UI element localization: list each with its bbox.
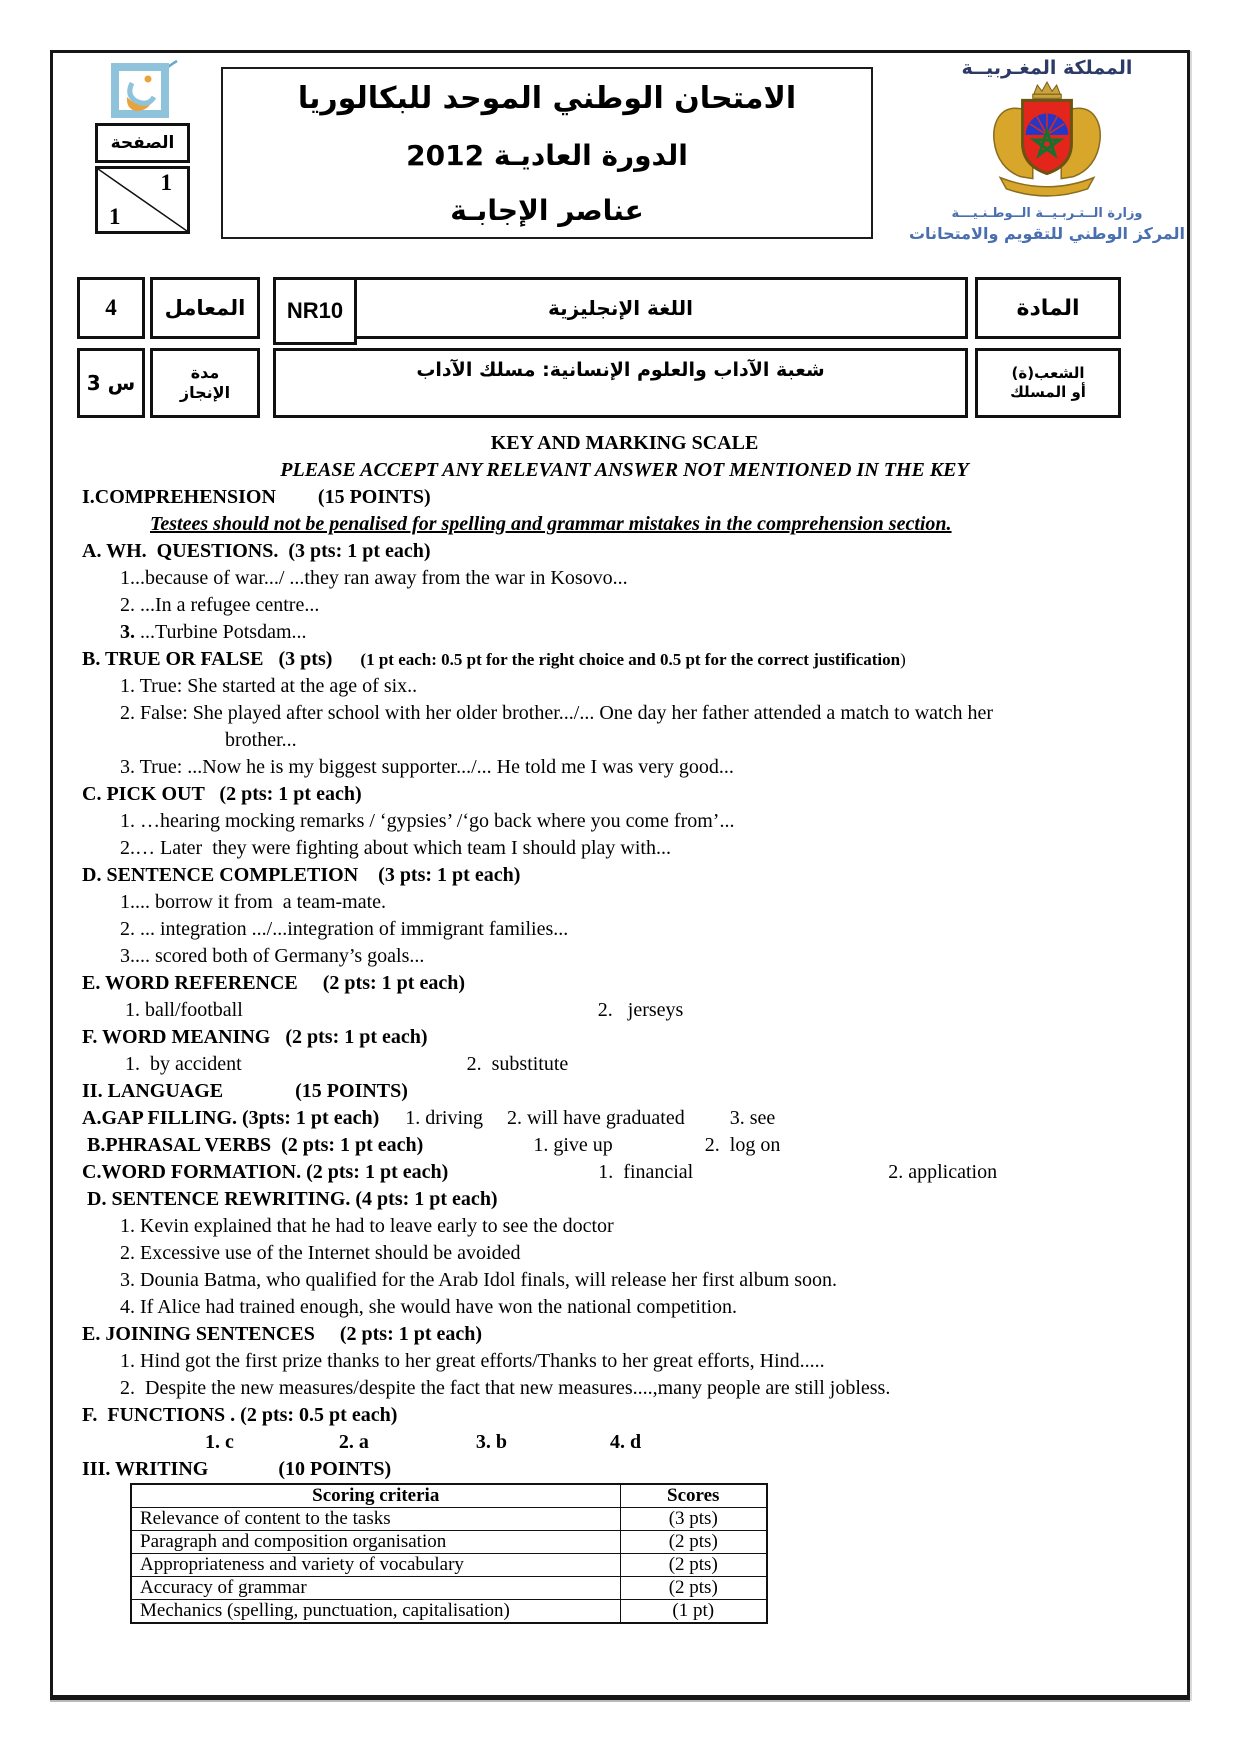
table-row — [131, 1600, 767, 1624]
criteria-cell: Accuracy of grammar — [131, 1577, 620, 1600]
key-line — [82, 538, 1167, 565]
key-line — [82, 1024, 1167, 1051]
key-line — [82, 1321, 1167, 1348]
key-line — [82, 700, 1167, 727]
text-segment: KEY AND MARKING SCALE — [490, 432, 759, 454]
morocco-coat-of-arms-icon — [898, 80, 1196, 205]
text-segment: 2. a — [338, 1431, 369, 1453]
page-number-box — [95, 166, 190, 234]
text-segment: (1 pt each: 0.5 pt for the right choice and 0.5 pt for the correct justification — [360, 650, 901, 669]
key-line — [82, 646, 1167, 673]
text-segment: C. PICK OUT (2 pts: 1 pt each) — [82, 783, 362, 805]
text-segment: ) — [900, 650, 906, 669]
text-segment: F. WORD MEANING (2 pts: 1 pt each) — [82, 1026, 428, 1048]
writing-table-header-cell: Scores — [620, 1484, 767, 1508]
key-line — [82, 727, 1167, 754]
text-segment: 1. True: She started at the age of six.. — [120, 675, 418, 697]
key-line — [82, 835, 1167, 862]
key-line — [82, 457, 1167, 484]
key-line — [82, 754, 1167, 781]
key-line — [82, 430, 1167, 457]
score-cell: (1 pt) — [620, 1600, 767, 1624]
writing-table-header-row — [131, 1484, 767, 1508]
key-line — [82, 511, 1167, 538]
criteria-cell: Mechanics (spelling, punctuation, capitalisation) — [131, 1600, 620, 1624]
text-segment: 2. substitute — [466, 1053, 569, 1075]
text-segment: 2. log on — [704, 1134, 781, 1156]
text-segment: (10 POINTS) — [278, 1458, 392, 1480]
table-row — [131, 1577, 767, 1600]
coefficient-value: 4 — [77, 277, 145, 339]
score-cell: (2 pts) — [620, 1577, 767, 1600]
score-cell: (2 pts) — [620, 1531, 767, 1554]
key-line — [82, 1240, 1167, 1267]
duration-label — [150, 348, 260, 418]
text-segment: II. LANGUAGE — [82, 1080, 224, 1102]
key-line — [82, 808, 1167, 835]
text-segment: 3. Dounia Batma, who qualified for the Arab Idol finals, will release her first album soon. — [120, 1269, 838, 1291]
text-segment: A. WH. QUESTIONS. (3 pts: 1 pt each) — [82, 540, 431, 562]
text-segment: 1. driving — [405, 1107, 484, 1129]
key-line — [82, 592, 1167, 619]
text-segment: ...Turbine Potsdam... — [140, 621, 307, 643]
text-segment: E. JOINING SENTENCES (2 pts: 1 pt each) — [82, 1323, 483, 1345]
key-line — [82, 1132, 1167, 1159]
text-segment: 2. False: She played after school with her older brother.../... One day her father attended a match to watch her — [120, 702, 994, 724]
text-segment: III. WRITING — [82, 1458, 209, 1480]
exam-code: NR10 — [273, 277, 357, 345]
key-line — [82, 1402, 1167, 1429]
text-segment: C.WORD FORMATION. (2 pts: 1 pt each) — [82, 1161, 449, 1183]
text-segment: 1. Hind got the first prize thanks to her great efforts/Thanks to her great efforts, Hind..... — [120, 1350, 825, 1372]
page-label: الصفحة — [110, 133, 175, 153]
text-segment: 1. …hearing mocking remarks / ‘gypsies’ /‘go back where you come from’... — [120, 810, 735, 832]
text-segment: D. SENTENCE REWRITING. (4 pts: 1 pt each) — [87, 1188, 498, 1210]
text-segment: 2. application — [888, 1161, 998, 1183]
text-segment: E. WORD REFERENCE (2 pts: 1 pt each) — [82, 972, 465, 994]
text-segment: 3. True: ...Now he is my biggest supporter.../... He told me I was very good... — [120, 756, 734, 778]
text-segment: 2.… Later they were fighting about which team I should play with... — [120, 837, 671, 859]
kingdom-title: المملكة المغـربيــة — [961, 57, 1133, 79]
table-row — [131, 1531, 767, 1554]
duration-label-line2: الإنجاز — [179, 383, 231, 402]
text-segment: F. FUNCTIONS . (2 pts: 0.5 pt each) — [82, 1404, 398, 1426]
evaluation-center-logo-icon — [111, 59, 183, 121]
text-segment: 2. ... integration .../...integration of immigrant families... — [120, 918, 569, 940]
text-segment: 1...because of war.../ ...they ran away from the war in Kosovo... — [120, 567, 628, 589]
text-segment: 2. Excessive use of the Internet should be avoided — [120, 1242, 521, 1264]
branch-value-box — [273, 348, 968, 418]
branch-label-line1: الشعب(ة) — [1011, 363, 1085, 382]
criteria-cell: Relevance of content to the tasks — [131, 1508, 620, 1531]
score-cell: (3 pts) — [620, 1508, 767, 1531]
text-segment: B.PHRASAL VERBS (2 pts: 1 pt each) — [87, 1134, 424, 1156]
text-segment: 1. ball/football — [125, 999, 243, 1021]
text-segment: 1. Kevin explained that he had to leave early to see the doctor — [120, 1215, 614, 1237]
text-segment: Testees should not be penalised for spelling and grammar mistakes in the comprehension section. — [150, 513, 952, 535]
text-segment: 1. financial — [598, 1161, 694, 1183]
branch-label — [975, 348, 1121, 418]
text-segment: (15 POINTS) — [295, 1080, 408, 1102]
exam-title-line3: عناصر الإجابـة — [450, 194, 644, 227]
text-segment: 1. give up — [533, 1134, 613, 1156]
criteria-cell: Paragraph and composition organisation — [131, 1531, 620, 1554]
branch-value: شعبة الآداب والعلوم الإنسانية: مسلك الآداب — [416, 359, 825, 381]
key-line — [82, 1267, 1167, 1294]
text-segment: 2. will have graduated — [507, 1107, 685, 1129]
table-row — [131, 1508, 767, 1531]
key-line — [82, 916, 1167, 943]
exam-title-line1: الامتحان الوطني الموحد للبكالوريا — [297, 81, 797, 116]
text-segment: brother... — [225, 729, 297, 751]
key-line — [82, 619, 1167, 646]
key-line — [82, 943, 1167, 970]
text-segment: I.COMPREHENSION — [82, 486, 276, 508]
text-segment: PLEASE ACCEPT ANY RELEVANT ANSWER NOT MENTIONED IN THE KEY — [280, 459, 969, 481]
key-line — [82, 1429, 1167, 1456]
text-segment: (15 POINTS) — [317, 486, 431, 508]
key-line — [82, 1078, 1167, 1105]
key-line — [82, 1348, 1167, 1375]
key-line — [82, 997, 1167, 1024]
exam-title-box — [221, 67, 873, 239]
key-line — [82, 1159, 1167, 1186]
page-label-box — [95, 123, 190, 163]
key-line — [82, 1186, 1167, 1213]
key-line — [82, 781, 1167, 808]
answer-key-body — [82, 430, 1167, 1483]
branch-label-line2: أو المسلك — [1010, 383, 1086, 401]
text-segment: 3. — [120, 621, 140, 643]
text-segment: 3.... scored both of Germany’s goals... — [120, 945, 425, 967]
key-line — [82, 1375, 1167, 1402]
key-line — [82, 1456, 1167, 1483]
text-segment: 1. c — [205, 1431, 234, 1453]
page-frame — [50, 50, 1190, 1700]
ministry-name: وزارة الــتـربـيــة الــوطـنـيـــة — [951, 206, 1143, 221]
key-line — [82, 889, 1167, 916]
text-segment: 4. d — [610, 1431, 642, 1453]
key-line — [82, 1294, 1167, 1321]
text-segment: A.GAP FILLING. (3pts: 1 pt each) — [82, 1107, 380, 1129]
subject-label: المادة — [975, 277, 1121, 339]
table-row — [131, 1554, 767, 1577]
coefficient-label: المعامل — [150, 277, 260, 339]
criteria-cell: Appropriateness and variety of vocabulary — [131, 1554, 620, 1577]
exam-title-line2: الدورة العاديـة 2012 — [406, 138, 688, 172]
key-line — [82, 673, 1167, 700]
page-current: 1 — [160, 170, 172, 195]
key-line — [82, 1051, 1167, 1078]
text-segment: B. TRUE OR FALSE (3 pts) — [82, 648, 333, 670]
key-line — [82, 1213, 1167, 1240]
text-segment: 4. If Alice had trained enough, she would have won the national competition. — [120, 1296, 738, 1318]
evaluation-center-name: المركز الوطني للتقويم والامتحانات — [908, 224, 1186, 243]
writing-table — [130, 1483, 768, 1624]
key-line — [82, 862, 1167, 889]
score-cell: (2 pts) — [620, 1554, 767, 1577]
text-segment: 2. ...In a refugee centre... — [120, 594, 320, 616]
text-segment: 2. jerseys — [597, 999, 684, 1021]
key-line — [82, 970, 1167, 997]
text-segment: 1.... borrow it from a team-mate. — [120, 891, 387, 913]
key-line — [82, 484, 1167, 511]
text-segment: D. SENTENCE COMPLETION (3 pts: 1 pt each) — [82, 864, 521, 886]
official-header — [898, 57, 1196, 243]
key-line — [82, 565, 1167, 592]
duration-label-line1: مدة — [190, 363, 220, 382]
subject-value-box — [273, 277, 968, 339]
key-line — [82, 1105, 1167, 1132]
text-segment: 1. by accident — [125, 1053, 242, 1075]
subject-value: اللغة الإنجليزية — [548, 296, 693, 320]
text-segment: 3. b — [475, 1431, 508, 1453]
duration-value: 3 س — [77, 348, 145, 418]
writing-table-header-cell: Scoring criteria — [131, 1484, 620, 1508]
text-segment: 3. see — [729, 1107, 776, 1129]
text-segment: 2. Despite the new measures/despite the fact that new measures....,many people are still jobless. — [120, 1377, 891, 1399]
page-total: 1 — [109, 204, 121, 229]
